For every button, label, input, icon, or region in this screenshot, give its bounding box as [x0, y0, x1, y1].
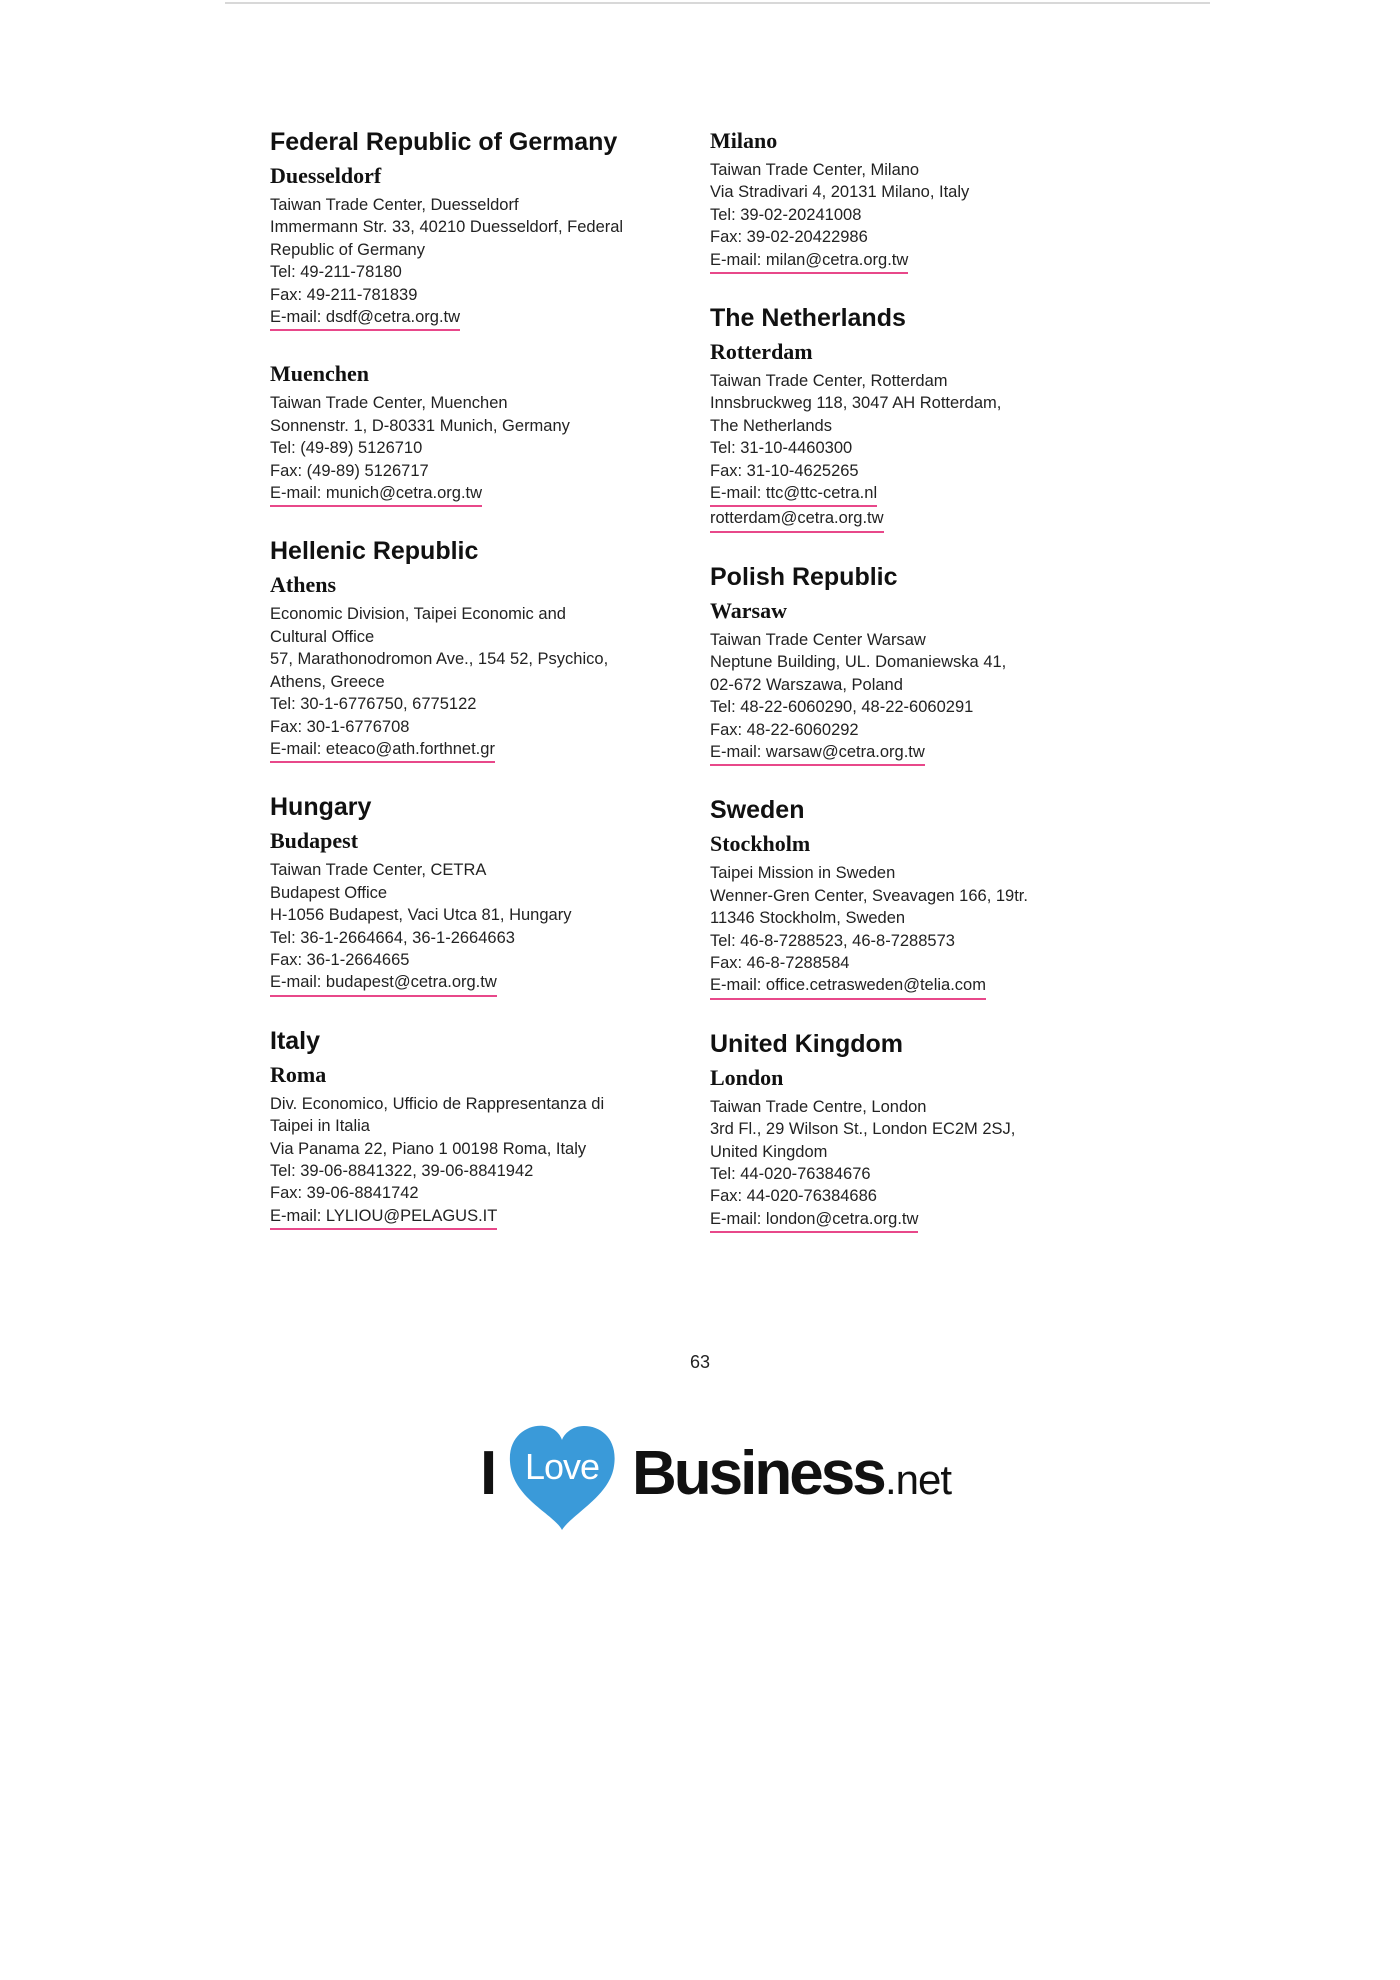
address-line: Cultural Office [270, 627, 375, 646]
address-line: Budapest Office [270, 883, 388, 902]
address-line: United Kingdom [710, 1142, 828, 1161]
country-heading: Federal Republic of Germany [270, 128, 618, 156]
address-line: Taiwan Trade Center, Duesseldorf [270, 196, 519, 214]
address-line: Fax: (49-89) 5126717 [270, 461, 429, 480]
contact-entry [710, 563, 1130, 766]
address-line: H-1056 Budapest, Vaci Utca 81, Hungary [270, 906, 572, 925]
city-heading: London [710, 1064, 784, 1090]
logo-prefix: I [480, 1439, 498, 1508]
address-line: Taiwan Trade Center Warsaw [710, 630, 926, 649]
address-line: Fax: 48-22-6060292 [710, 720, 859, 739]
page-number: 63 [689, 1352, 711, 1372]
email-line [710, 249, 1130, 274]
address-line: Innsbruckweg 118, 3047 AH Rotterdam, [710, 394, 1002, 413]
address-line: Tel: 48-22-6060290, 48-22-6060291 [710, 698, 974, 717]
address-line: Taiwan Trade Center, CETRA [270, 861, 487, 880]
address-line: Fax: 39-06-8841742 [270, 1184, 419, 1203]
logo-heart-word: Love [524, 1446, 600, 1487]
address-line: Economic Division, Taipei Economic and [270, 605, 566, 624]
address-line: Athens, Greece [270, 672, 385, 691]
email-line [270, 971, 690, 996]
city-heading: Athens [270, 572, 337, 598]
country-heading: United Kingdom [710, 1029, 904, 1058]
right-column [710, 128, 1130, 1263]
address-line: Tel: 39-06-8841322, 39-06-8841942 [270, 1161, 534, 1180]
email-line [710, 974, 1130, 999]
address-line: Taiwan Trade Centre, London [710, 1097, 927, 1116]
email-line [270, 482, 690, 507]
address-line: Tel: 44-020-76384676 [710, 1164, 871, 1183]
contact-entry [270, 793, 690, 996]
address-line: Tel: 30-1-6776750, 6775122 [270, 695, 477, 714]
country-heading: Hellenic Republic [270, 537, 479, 566]
email-line-secondary [710, 507, 1130, 532]
email-line [270, 738, 690, 763]
address-line: Tel: 31-10-4460300 [710, 439, 853, 458]
address-line: Tel: (49-89) 5126710 [270, 439, 423, 458]
email-address[interactable]: E-mail: munich@cetra.org.tw [270, 482, 482, 507]
country-heading: Polish Republic [710, 562, 898, 591]
contact-entry [270, 537, 690, 763]
address-line: Fax: 46-8-7288584 [710, 953, 850, 972]
address-line: Tel: 49-211-78180 [270, 263, 402, 282]
address-line: Fax: 49-211-781839 [270, 285, 418, 304]
contact-entry [710, 796, 1130, 999]
contact-entry [270, 361, 690, 507]
address-line: 02-672 Warszawa, Poland [710, 675, 903, 694]
contact-entry [270, 128, 690, 331]
email-line [270, 306, 690, 331]
country-heading: Italy [270, 1026, 321, 1055]
left-column [270, 128, 690, 1260]
country-heading: Sweden [710, 796, 805, 825]
address-line: Republic of Germany [270, 240, 425, 259]
address-line: 3rd Fl., 29 Wilson St., London EC2M 2SJ, [710, 1120, 1016, 1139]
address-line: Taiwan Trade Center, Muenchen [270, 394, 508, 413]
city-heading: Warsaw [710, 597, 787, 623]
address-line: Via Panama 22, Piano 1 00198 Roma, Italy [270, 1139, 587, 1158]
address-line: Via Stradivari 4, 20131 Milano, Italy [710, 183, 970, 202]
address-line: Taiwan Trade Center, Rotterdam [710, 372, 948, 391]
country-heading: The Netherlands [710, 304, 906, 333]
city-heading: Muenchen [270, 361, 369, 387]
email-address[interactable]: E-mail: london@cetra.org.tw [710, 1208, 918, 1233]
email-address[interactable]: E-mail: ttc@ttc-cetra.nl [710, 482, 877, 507]
address-line: Div. Economico, Ufficio de Rappresentanza di [270, 1094, 605, 1113]
email-address[interactable]: E-mail: warsaw@cetra.org.tw [710, 741, 925, 766]
address-line: Taipei in Italia [270, 1117, 370, 1136]
email-line [270, 1205, 690, 1230]
address-line: Fax: 30-1-6776708 [270, 717, 410, 736]
address-line: Fax: 31-10-4625265 [710, 461, 859, 480]
email-address[interactable]: E-mail: budapest@cetra.org.tw [270, 971, 497, 996]
address-line: Taipei Mission in Sweden [710, 864, 896, 883]
email-address[interactable]: E-mail: LYLIOU@PELAGUS.IT [270, 1205, 497, 1230]
city-heading: Budapest [270, 828, 359, 854]
email-address[interactable]: E-mail: dsdf@cetra.org.tw [270, 306, 460, 331]
address-line: Fax: 36-1-2664665 [270, 950, 410, 969]
email-line [710, 741, 1130, 766]
logo-brand: Business [632, 1439, 884, 1508]
address-line: Tel: 36-1-2664664, 36-1-2664663 [270, 928, 515, 947]
contact-entry [710, 1030, 1130, 1233]
address-line: The Netherlands [710, 416, 832, 435]
logo-suffix: .net [885, 1456, 952, 1503]
city-heading: Rotterdam [710, 339, 813, 365]
email-line [710, 1208, 1130, 1233]
contact-entry [270, 1027, 690, 1230]
ilovebusiness-logo [480, 1418, 960, 1538]
address-line: Fax: 39-02-20422986 [710, 228, 868, 247]
country-heading: Hungary [270, 793, 372, 822]
contact-entry [710, 304, 1130, 533]
address-line: Taiwan Trade Center, Milano [710, 161, 920, 179]
address-line: Tel: 39-02-20241008 [710, 205, 862, 224]
address-line: 57, Marathonodromon Ave., 154 52, Psychico, [270, 650, 609, 669]
contact-entry [710, 128, 1130, 274]
email-address[interactable]: E-mail: milan@cetra.org.tw [710, 249, 908, 274]
city-heading: Roma [270, 1061, 327, 1087]
city-heading: Duesseldorf [270, 163, 382, 188]
top-scan-rule [225, 2, 1210, 4]
address-line: Neptune Building, UL. Domaniewska 41, [710, 653, 1007, 672]
email-line [710, 482, 1130, 507]
email-address[interactable]: E-mail: eteaco@ath.forthnet.gr [270, 738, 495, 763]
address-line: Immermann Str. 33, 40210 Duesseldorf, Federal [270, 218, 624, 237]
email-address[interactable]: E-mail: office.cetrasweden@telia.com [710, 974, 986, 999]
city-heading: Milano [710, 128, 778, 153]
address-line: Fax: 44-020-76384686 [710, 1187, 877, 1206]
email-address-secondary[interactable]: rotterdam@cetra.org.tw [710, 507, 884, 532]
address-line: 11346 Stockholm, Sweden [710, 909, 906, 928]
address-line: Wenner-Gren Center, Sveavagen 166, 19tr. [710, 886, 1028, 905]
address-line: Sonnenstr. 1, D-80331 Munich, Germany [270, 416, 570, 435]
city-heading: Stockholm [710, 831, 811, 857]
address-line: Tel: 46-8-7288523, 46-8-7288573 [710, 931, 955, 950]
